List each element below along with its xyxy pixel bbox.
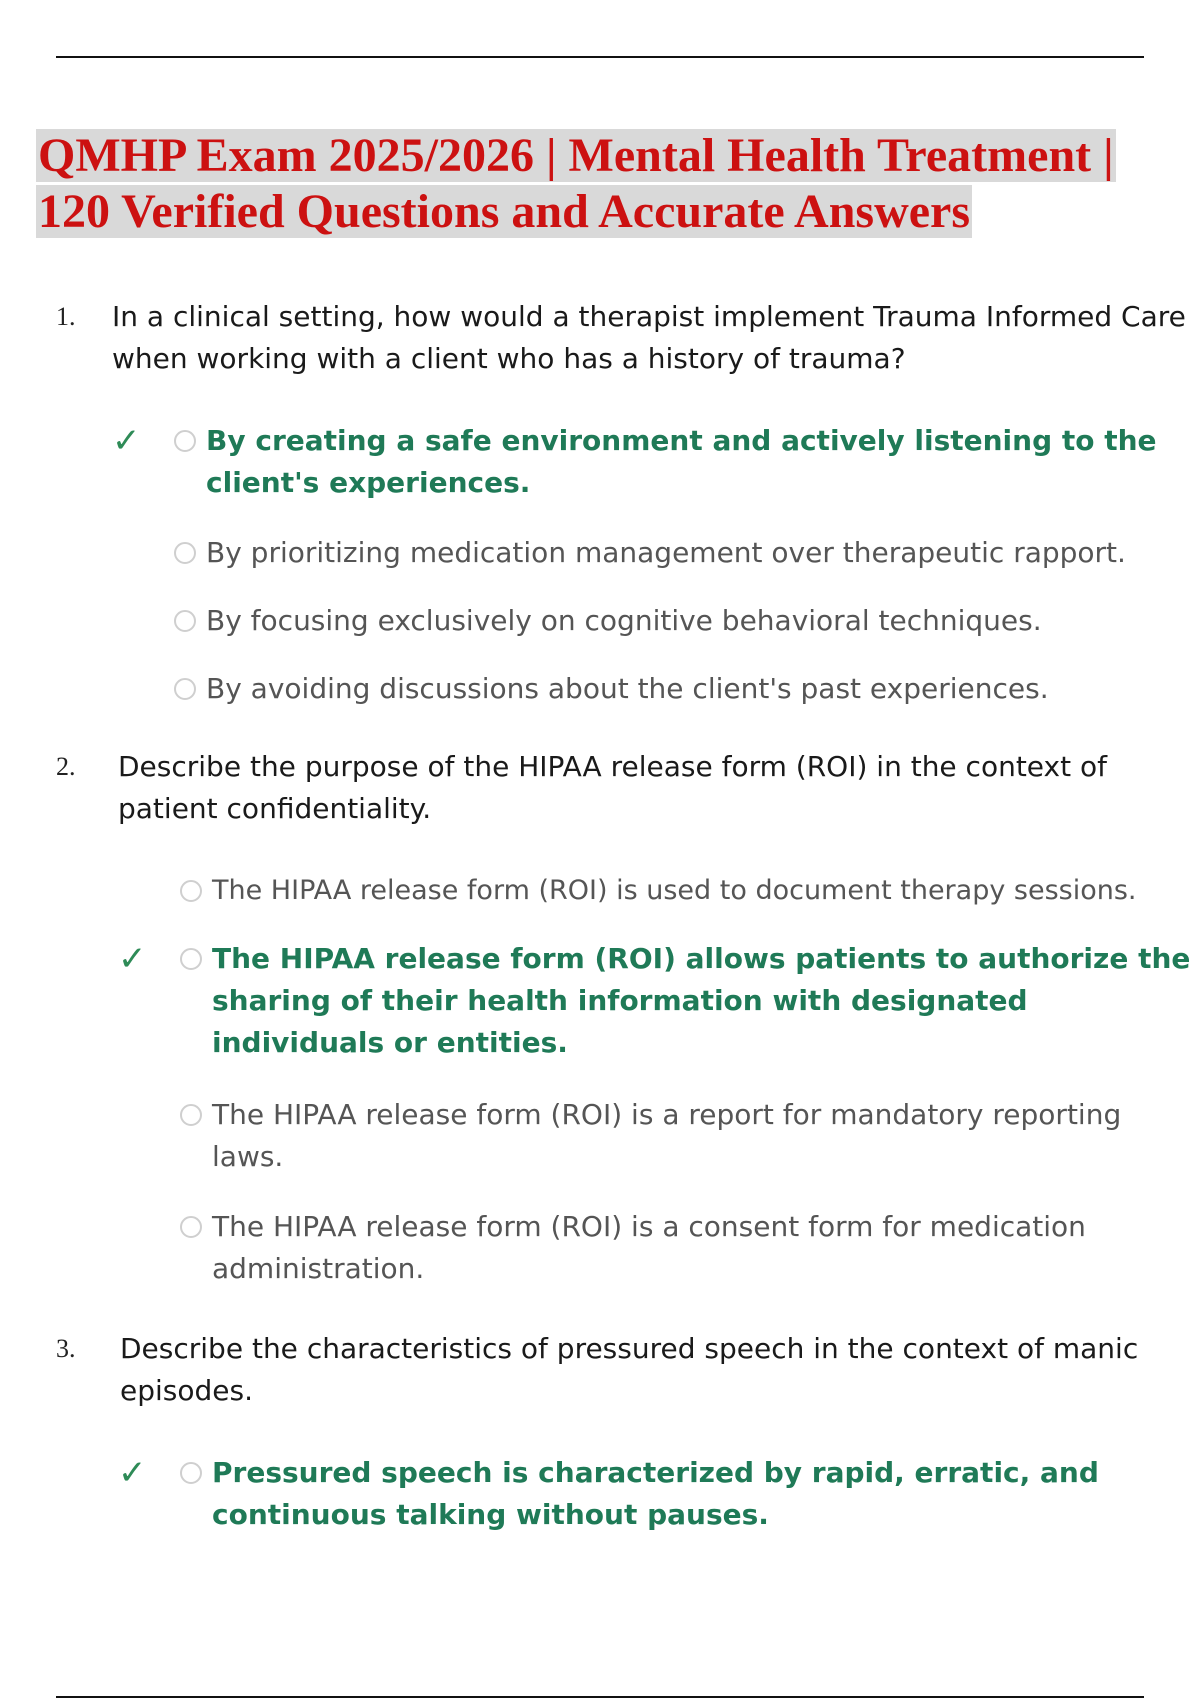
title-line-1: QMHP Exam 2025/2026 | Mental Health Treatment |: [38, 129, 1114, 182]
check-icon: ✓: [112, 421, 141, 461]
question-text: Describe the purpose of the HIPAA release form (ROI) in the context of patient confidentiality.: [118, 750, 1107, 825]
radio-circle-icon: [180, 1216, 202, 1238]
check-icon: ✓: [118, 939, 147, 979]
radio-circle-icon: [180, 1462, 202, 1484]
answer-text: Pressured speech is characterized by rapid, erratic, and continuous talking without pauses.: [212, 1456, 1099, 1531]
radio-circle-icon: [180, 1104, 202, 1126]
answer-text: The HIPAA release form (ROI) is used to document therapy sessions.: [212, 875, 1137, 906]
radio-circle-icon: [174, 542, 196, 564]
answer-text: The HIPAA release form (ROI) is a report for mandatory reporting laws.: [212, 1098, 1122, 1173]
question-number: 2.: [56, 752, 76, 781]
bottom-rule: [56, 1696, 1144, 1698]
answer-text: The HIPAA release form (ROI) is a consent form for medication administration.: [212, 1210, 1086, 1285]
top-rule: [56, 56, 1144, 58]
answer-text: By prioritizing medication management over therapeutic rapport.: [206, 536, 1126, 569]
radio-circle-icon: [174, 610, 196, 632]
question-number: 3.: [56, 1334, 76, 1363]
answer-text: By focusing exclusively on cognitive behavioral techniques.: [206, 604, 1042, 637]
question-text: In a clinical setting, how would a therapist implement Trauma Informed Care when working with a client who has a history of trauma?: [112, 300, 1186, 375]
check-icon: ✓: [118, 1453, 147, 1493]
answer-text: By avoiding discussions about the client's past experiences.: [206, 672, 1049, 705]
radio-circle-icon: [174, 430, 196, 452]
question-text: Describe the characteristics of pressured speech in the context of manic episodes.: [120, 1332, 1139, 1407]
answer-text: The HIPAA release form (ROI) allows patients to authorize the sharing of their health information with designated individuals or entities.: [212, 942, 1191, 1059]
radio-circle-icon: [180, 880, 202, 902]
radio-circle-icon: [174, 678, 196, 700]
question-number: 1.: [56, 302, 76, 331]
title-line-2: 120 Verified Questions and Accurate Answers: [38, 185, 971, 238]
answer-text: By creating a safe environment and actively listening to the client's experiences.: [206, 424, 1157, 499]
radio-circle-icon: [180, 948, 202, 970]
document-title: [36, 128, 1146, 240]
